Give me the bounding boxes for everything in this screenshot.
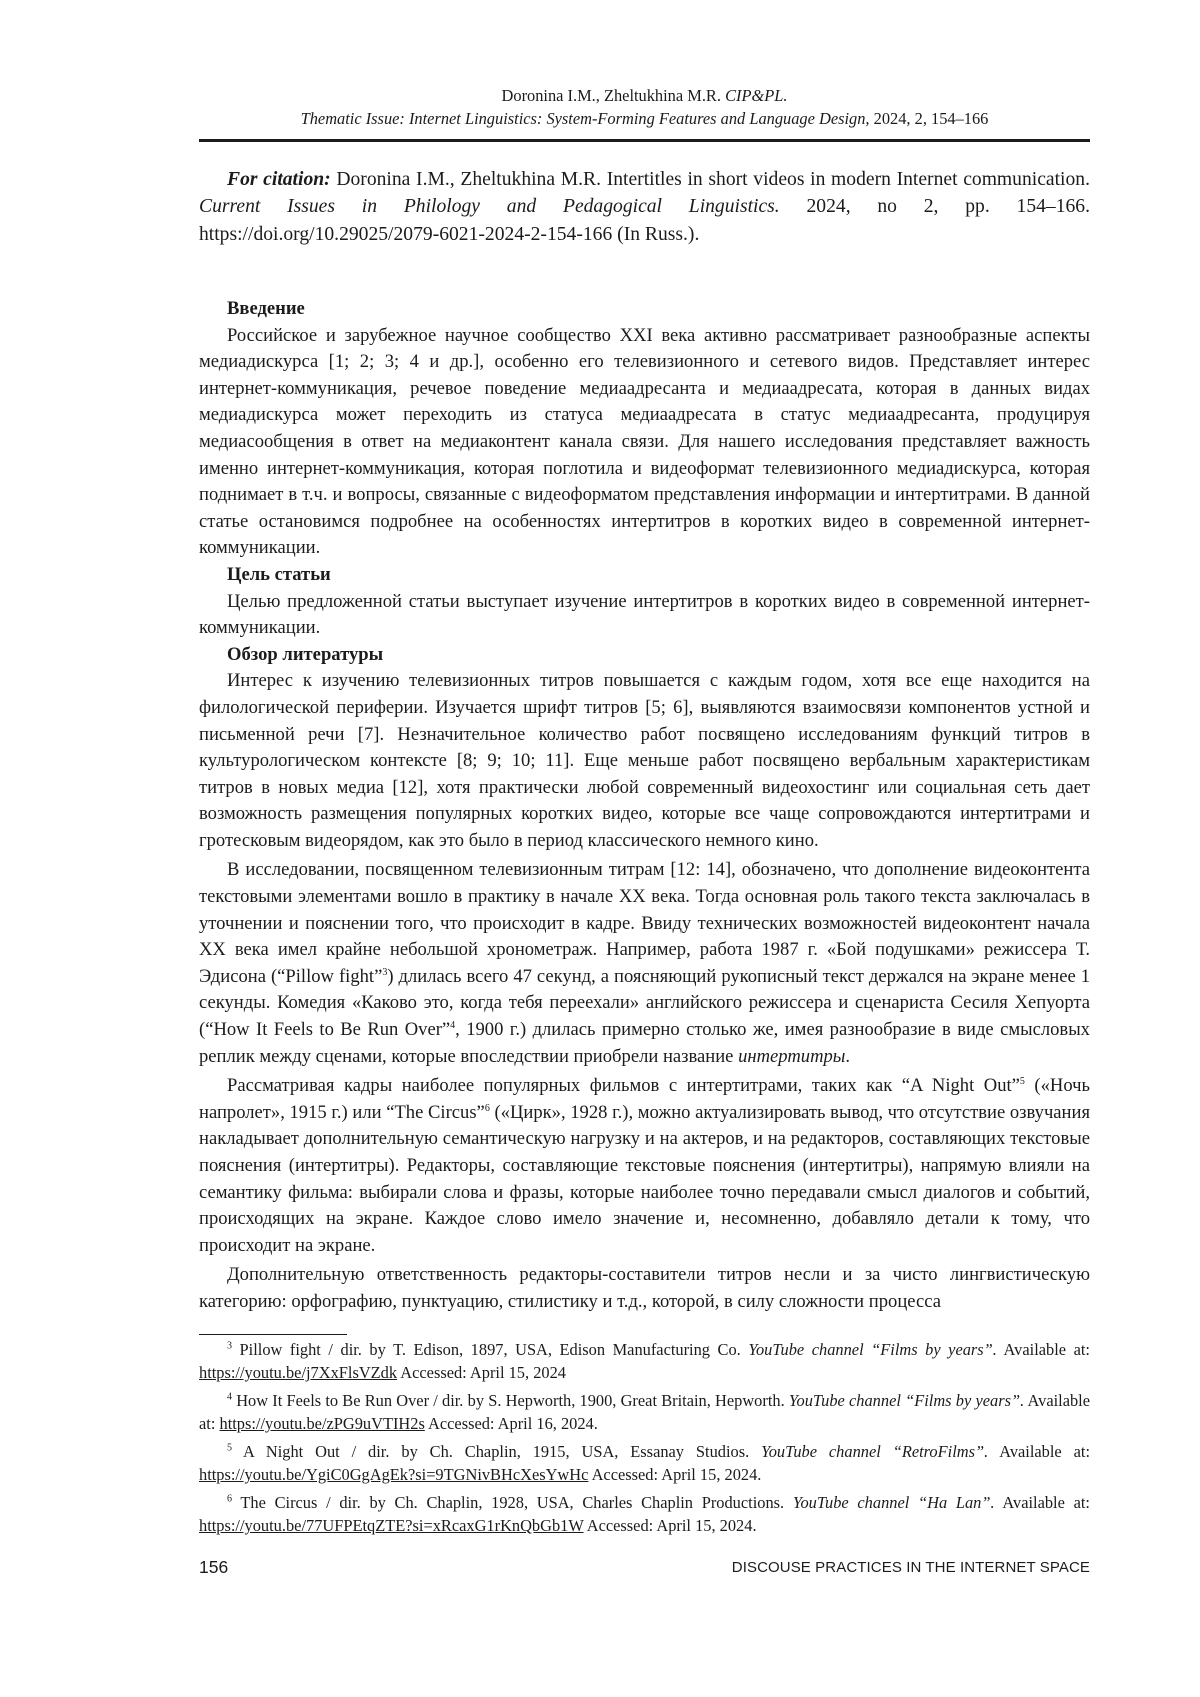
review-3-text-b: («Ночь напролет», 1915 г.) или “The Circus”	[199, 1075, 1090, 1123]
citation-journal: Current Issues in Philology and Pedagogical Linguistics.	[199, 196, 780, 218]
running-head-authors: Doronina I.M., Zheltukhina M.R.	[501, 86, 721, 105]
footnote-link[interactable]: https://youtu.be/zPG9uVTIH2s	[219, 1414, 425, 1433]
footnote-4	[199, 1389, 1090, 1435]
review-2-text-c: , 1900 г.) длилась примерно столько же, имея разнообразие в виде смысловых реплик между сценами, которые впоследствии приобрели название	[199, 1019, 1090, 1067]
footnote-ref-5[interactable]: 5	[1019, 1076, 1025, 1088]
section-heading-intro: Введение	[227, 298, 305, 319]
running-head	[199, 84, 1090, 130]
paragraph-review-2	[199, 857, 1090, 1070]
footnote-accessed: Accessed: April 15, 2024.	[586, 1516, 757, 1535]
paragraph-goal: Целью предложенной статьи выступает изучение интертитров в коротких видео в современной интернет-коммуникации.	[199, 590, 1090, 639]
footnote-link[interactable]: https://youtu.be/77UFPEtqZTE?si=xRcaxG1rKnQbGb1W	[199, 1516, 584, 1535]
paragraph-review-1: Интерес к изучению телевизионных титров повышается с каждым годом, хотя все еще находится на филологической периферии. Изучается шрифт титров [5; 6], выявляются взаимосвязи компонентов устной и письменной речи [7]. Незначительное количество работ посвящено исследованиям функций титров в культурологическом контексте [8; 9; 10; 11]. Еще меньше работ посвящено вербальным характеристикам титров в новых медиа [12], хотя практически любой современный видеохостинг или социальная сеть дает возможность размещения популярных коротких видео, которые все чаще сопровождаются интертитрами и гротесковым видеорядом, как это было в период классического немного кино.	[199, 670, 1090, 851]
footnote-source: YouTube channel “Films by years”.	[748, 1340, 997, 1359]
footnote-ref-3[interactable]: 3	[382, 966, 388, 978]
footnote-available: Available at:	[1002, 1493, 1090, 1512]
page-number: 156	[199, 1557, 229, 1577]
paragraph-review-3	[199, 1073, 1090, 1259]
footnote-3	[199, 1338, 1090, 1384]
footnote-number: 4	[227, 1391, 232, 1403]
footer-section-title: DISCOUSE PRACTICES IN THE INTERNET SPACE	[731, 1559, 1090, 1576]
footnote-link[interactable]: https://youtu.be/j7XxFlsVZdk	[199, 1363, 398, 1382]
paragraph-intro: Российское и зарубежное научное сообщество XXI века активно рассматривает разнообразные аспекты медиадискурса [1; 2; 3; 4 и др.], особенно его телевизионного и сетевого видов. Представляет интерес интернет-коммуникация, речевое поведение медиаадресанта и медиаадресата, которая в данных видах медиадискурса может переходить из статуса медиаадресата в статус медиаадресанта, продуцируя медиасообщения в ответ на медиаконтент канала связи. Для нашего исследования представляет важность именно интернет-коммуникация, которая поглотила и видеоформат телевизионного медиадискурса, которая поднимает в т.ч. и вопросы, связанные с видеоформатом представления информации и интертитрами. В данной статье остановимся подробнее на особенностях интертитров в коротких видео в современной интернет-коммуникации.	[199, 324, 1090, 559]
review-3-text-c: («Цирк», 1928 г.), можно актуализировать вывод, что отсутствие озвучания накладывает дополнительную семантическую нагрузку и на актеров, и на редакторов, составляющих текстовые пояснения (интертитры). Редакторы, составляющие текстовые пояснения (интертитры), напрямую влияли на семантику фильма: выбирали слова и фразы, которые наиболее точно передавали смысл диалогов и событий, происходящих на экране. Каждое слово имело значение и, несомненно, добавляло детали к тому, что происходит на экране.	[199, 1101, 1091, 1256]
review-2-text-b: ) длилась всего 47 секунд, а поясняющий рукописный текст держался на экране менее 1 секунды. Комедия «Каково это, когда тебя переехали» английского режиссера и сценариста Сесиля Хепуорта (“How It Feels to Be Run Over”	[199, 965, 1090, 1041]
footnote-link[interactable]: https://youtu.be/YgiC0GgAgEk?si=9TGNivBHcXesYwHc	[199, 1465, 589, 1484]
review-2-end: .	[845, 1045, 851, 1067]
footnote-text: How It Feels to Be Run Over / dir. by S. Hepworth, 1900, Great Britain, Hepworth.	[236, 1391, 785, 1410]
citation-lead: For citation:	[227, 169, 331, 190]
running-head-journal: CIP&PL.	[725, 86, 788, 105]
footnote-available: Available at:	[999, 1442, 1090, 1461]
section-heading-goal: Цель статьи	[227, 563, 331, 585]
footnote-accessed: Accessed: April 16, 2024.	[428, 1414, 598, 1433]
footnote-text: Pillow fight / dir. by T. Edison, 1897, USA, Edison Manufacturing Co.	[239, 1340, 741, 1359]
footnote-ref-6[interactable]: 6	[484, 1102, 490, 1114]
footnote-available: Available at:	[1003, 1340, 1090, 1359]
article-body	[199, 296, 1090, 1316]
footnote-source: YouTube channel “Films by years”.	[788, 1391, 1025, 1410]
footnote-rule	[199, 1334, 347, 1335]
citation-block	[199, 166, 1090, 248]
footnote-5	[199, 1440, 1090, 1486]
footnote-text: The Circus / dir. by Ch. Chaplin, 1928, USA, Charles Chaplin Productions.	[240, 1493, 785, 1512]
footnote-6	[199, 1491, 1090, 1537]
term-intertitles: интертитры	[738, 1045, 846, 1067]
footnote-available: Available at:	[199, 1391, 1090, 1433]
paragraph-review-4: Дополнительную ответственность редакторы-составители титров несли и за чисто лингвистическую категорию: орфографию, пунктуацию, стилистику и т.д., которой, в силу сложности процесса	[199, 1264, 1090, 1312]
header-rule	[199, 139, 1090, 142]
footnote-source: YouTube channel “RetroFilms”.	[761, 1442, 989, 1461]
footnote-ref-4[interactable]: 4	[450, 1019, 456, 1031]
citation-authors-title: Doronina I.M., Zheltukhina M.R. Intertitles in short videos in modern Internet communication.	[336, 169, 1090, 190]
footnote-number: 5	[227, 1442, 232, 1454]
footnote-number: 3	[227, 1340, 232, 1352]
footnote-text: A Night Out / dir. by Ch. Chaplin, 1915, USA, Essanay Studios.	[243, 1442, 750, 1461]
section-heading-review: Обзор литературы	[227, 643, 384, 665]
footnote-accessed: Accessed: April 15, 2024.	[591, 1465, 762, 1484]
review-3-text-a: Рассматривая кадры наиболее популярных фильмов с интертитрами, таких как “A Night Out”	[227, 1075, 1020, 1097]
review-2-text-a: В исследовании, посвященном телевизионным титрам [12: 14], обозначено, что дополнение видеоконтента текстовыми элементами вошло в практику в начале XX века. Тогда основная роль такого текста заключалась в уточнении и пояснении того, что происходит в кадре. Ввиду технических возможностей видеоконтент начала XX века имел крайне небольшой хронометраж. Например, работа 1987 г. «Бой подушками» режиссера Т. Эдисона (“Pillow fight”	[199, 859, 1090, 987]
footnote-number: 6	[227, 1493, 232, 1505]
running-head-issue-title: Thematic Issue: Internet Linguistics: System-Forming Features and Language Design,	[300, 109, 870, 128]
citation-details: 2024, no 2, pp. 154–166. https://doi.org/10.29025/2079-6021-2024-2-154-166 (In Russ.).	[199, 196, 1090, 245]
footnote-accessed: Accessed: April 15, 2024	[400, 1363, 566, 1382]
running-head-issue-details: 2024, 2, 154–166	[873, 109, 989, 128]
footnotes	[199, 1338, 1090, 1542]
footnote-source: YouTube channel “Ha Lan”.	[792, 1493, 995, 1512]
